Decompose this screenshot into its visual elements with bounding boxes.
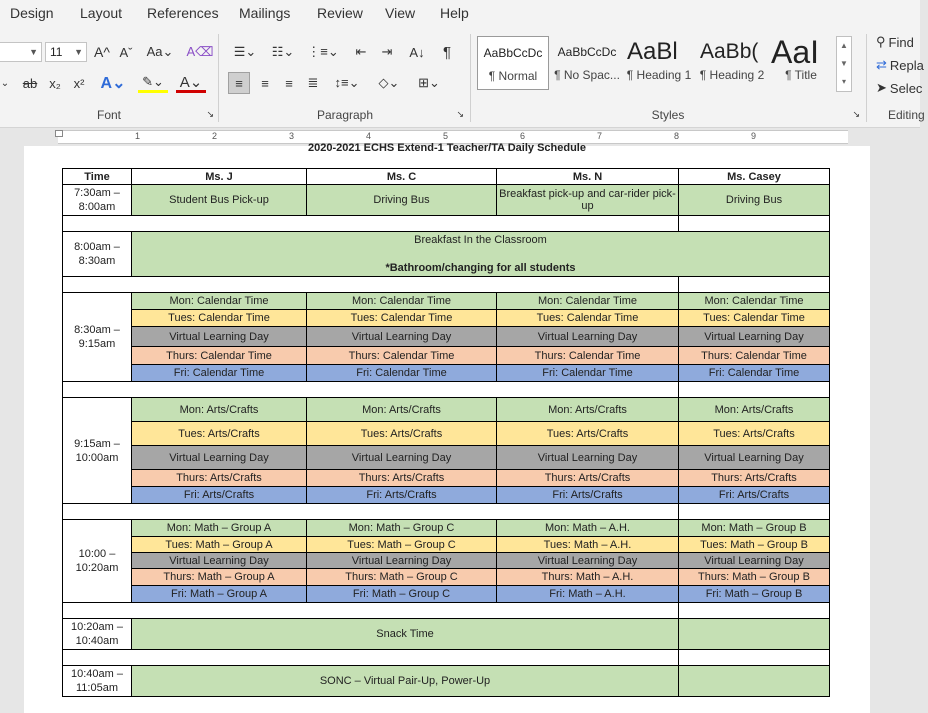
table-cell[interactable]: Virtual Learning Day [307,327,497,347]
more-styles-icon[interactable]: ▾ [841,77,846,86]
styles-scroll[interactable] [836,36,852,92]
table-cell[interactable] [679,666,830,697]
table-row [63,185,830,216]
table-cell[interactable]: Thurs: Math – Group C [307,569,497,586]
document-title: 2020-2021 ECHS Extend-1 Teacher/TA Daily Schedule [308,142,586,154]
header-cell[interactable]: Time [63,169,132,185]
time-cell[interactable]: 10:00 – 10:20am [63,520,132,603]
table-cell[interactable]: Thurs: Math – Group B [679,569,830,586]
style-no-spacing[interactable] [551,36,623,90]
style-name: ¶ Heading 1 [626,68,692,82]
table-cell[interactable]: Fri: Math – A.H. [497,586,679,603]
table-cell[interactable]: Thurs: Math – Group A [132,569,307,586]
blank-cell[interactable] [679,504,830,520]
table-cell[interactable]: Thurs: Arts/Crafts [307,470,497,487]
justify-icon[interactable]: ≣ [307,75,319,90]
table-cell[interactable]: Tues: Arts/Crafts [307,422,497,446]
blank-row [63,650,830,666]
table-cell[interactable]: Mon: Arts/Crafts [497,398,679,422]
numbering-icon[interactable]: ☷⌄ [271,44,295,59]
table-cell[interactable]: Thurs: Arts/Crafts [497,470,679,487]
table-cell[interactable]: Tues: Arts/Crafts [497,422,679,446]
table-cell[interactable]: Thurs: Math – A.H. [497,569,679,586]
text-effects-icon[interactable]: A⌄ [100,75,126,92]
table-row [63,487,830,504]
divider [470,34,471,122]
blank-row [63,382,830,398]
table-cell[interactable]: Driving Bus [307,185,497,216]
table-cell[interactable]: Virtual Learning Day [497,446,679,470]
table-cell[interactable]: Virtual Learning Day [132,446,307,470]
time-cell[interactable]: 9:15am – 10:00am [63,398,132,504]
table-row [63,666,830,697]
table-cell[interactable]: Tues: Math – Group A [132,537,307,553]
editing-group [868,28,928,126]
table-row [63,398,830,422]
multilevel-list-icon[interactable]: ⋮≡⌄ [307,44,339,59]
schedule-table[interactable] [62,168,830,697]
ruler-number: 6 [520,131,526,141]
table-cell[interactable]: Tues: Math – Group C [307,537,497,553]
paragraph-group [222,28,468,126]
table-cell[interactable]: Student Bus Pick-up [132,185,307,216]
editing-group-label: Editing [888,108,925,122]
table-row [63,586,830,603]
tab-review[interactable]: Review [317,5,363,21]
change-case-icon[interactable]: Aa⌄ [146,44,174,59]
blank-cell[interactable] [63,277,679,293]
ribbon [0,0,925,128]
select-label: Selec [889,80,923,96]
select-button[interactable] [876,79,922,97]
highlight-icon[interactable]: ✎⌄ [138,73,168,93]
tab-view[interactable]: View [385,5,416,21]
table-row [63,293,830,310]
style-preview: AaBbCcDc [557,45,617,59]
chevron-up-icon[interactable]: ▲ [840,41,848,50]
time-cell[interactable]: 8:30am – 9:15am [63,293,132,382]
table-cell[interactable]: Fri: Calendar Time [307,365,497,382]
table-cell[interactable]: Mon: Calendar Time [497,293,679,310]
cursor-icon: ➤ [876,80,887,95]
header-cell[interactable]: Ms. J [132,169,307,185]
divider [866,34,867,122]
canvas-background [870,146,920,713]
dialog-launcher-icon[interactable]: ↘ [206,109,214,119]
style-preview: AaBl [627,38,678,65]
ruler-number: 5 [443,131,449,141]
table-cell[interactable]: Mon: Calendar Time [132,293,307,310]
blank-cell[interactable] [63,650,679,666]
dialog-launcher-icon[interactable]: ↘ [456,109,464,119]
style-normal[interactable] [477,36,549,90]
table-cell[interactable]: Fri: Arts/Crafts [497,487,679,504]
grow-font-icon[interactable]: A^ [94,44,110,60]
time-cell[interactable]: 7:30am – 8:00am [63,185,132,216]
tab-layout[interactable]: Layout [80,5,123,21]
table-cell[interactable]: Mon: Math – Group C [307,520,497,537]
table-cell[interactable]: Tues: Arts/Crafts [679,422,830,446]
borders-icon[interactable]: ⊞⌄ [418,75,440,90]
paragraph-group-label: Paragraph [316,108,374,122]
superscript-icon[interactable]: x² [73,75,85,91]
table-cell[interactable]: Driving Bus [679,185,830,216]
font-color-icon[interactable]: A⌄ [176,73,206,93]
table-cell[interactable]: Thurs: Calendar Time [307,347,497,365]
style-name: ¶ Normal [488,69,538,83]
table-cell[interactable] [679,619,830,650]
styles-group-label: Styles [651,108,685,122]
increase-indent-icon[interactable]: ⇥ [381,44,393,59]
table-cell[interactable]: Fri: Arts/Crafts [132,487,307,504]
table-row [63,446,830,470]
table-row [63,310,830,327]
table-cell[interactable]: Virtual Learning Day [497,327,679,347]
chevron-down-icon[interactable]: ▼ [840,59,848,68]
show-formatting-icon[interactable]: ¶ [442,43,452,61]
table-cell[interactable]: Mon: Math – A.H. [497,520,679,537]
dialog-launcher-icon[interactable]: ↘ [852,109,860,119]
time-cell[interactable]: 10:40am – 11:05am [63,666,132,697]
indent-marker[interactable] [55,130,63,137]
style-preview: AaBb( [700,40,759,63]
cell-line: Breakfast In the Classroom [414,234,547,246]
table-cell[interactable]: Mon: Math – Group A [132,520,307,537]
table-cell[interactable]: Fri: Math – Group A [132,586,307,603]
table-row [63,520,830,537]
header-cell[interactable]: Ms. N [497,169,679,185]
table-row [63,537,830,553]
document-page[interactable] [24,142,870,713]
table-cell[interactable]: Thurs: Calendar Time [132,347,307,365]
replace-label: Repla [889,57,924,73]
tab-mailings[interactable]: Mailings [239,5,291,21]
merged-cell[interactable] [132,232,830,277]
ruler-number: 4 [366,131,372,141]
table-cell[interactable]: Tues: Math – Group B [679,537,830,553]
table-cell[interactable]: Breakfast pick-up and car-rider pick-up [497,185,679,216]
style-name: ¶ Heading 2 [699,68,765,82]
header-cell[interactable]: Ms. Casey [679,169,830,185]
ruler-number: 1 [135,131,141,141]
blank-cell[interactable] [679,382,830,398]
table-cell[interactable]: Fri: Calendar Time [132,365,307,382]
align-left-icon[interactable]: ≡ [228,72,250,94]
table-cell[interactable]: Fri: Calendar Time [679,365,830,382]
shading-icon[interactable]: ◇⌄ [378,75,400,90]
blank-row [63,216,830,232]
bullets-icon[interactable]: ☰⌄ [233,44,257,59]
find-label: Find [888,34,914,50]
table-cell[interactable]: Virtual Learning Day [132,327,307,347]
table-cell[interactable]: Tues: Arts/Crafts [132,422,307,446]
align-center-icon[interactable]: ≡ [261,75,269,91]
table-cell[interactable]: Thurs: Calendar Time [679,347,830,365]
blank-cell[interactable] [63,504,679,520]
table-cell[interactable]: Fri: Calendar Time [497,365,679,382]
table-row [63,619,830,650]
table-cell[interactable]: Tues: Calendar Time [132,310,307,327]
table-cell[interactable]: Thurs: Arts/Crafts [679,470,830,487]
blank-row [63,504,830,520]
line-spacing-icon[interactable]: ↕≡⌄ [334,75,360,90]
font-size-dropdown[interactable] [45,42,87,62]
style-title[interactable] [769,33,833,90]
table-cell[interactable]: Tues: Calendar Time [307,310,497,327]
style-name: ¶ Title [785,68,817,82]
table-cell[interactable]: Thurs: Calendar Time [497,347,679,365]
table-cell[interactable]: Fri: Arts/Crafts [679,487,830,504]
table-row [63,569,830,586]
table-cell[interactable]: Fri: Math – Group C [307,586,497,603]
font-group-label: Font [96,108,121,122]
tab-references[interactable]: References [147,5,219,21]
chevron-down-icon: ▼ [74,47,83,57]
ruler-number: 9 [751,131,757,141]
table-row [63,232,830,277]
chevron-down-icon: ▼ [29,47,38,57]
table-cell[interactable]: Mon: Math – Group B [679,520,830,537]
replace-icon: ⇄ [876,57,887,72]
ruler-number: 3 [289,131,295,141]
subscript-icon[interactable]: x₂ [49,75,61,91]
blank-cell[interactable] [679,277,830,293]
table-row [63,327,830,347]
chevron-down-icon[interactable]: ⌄ [0,77,10,89]
strikethrough-icon[interactable]: ab [22,75,38,91]
table-cell[interactable]: Tues: Math – A.H. [497,537,679,553]
table-cell[interactable]: Mon: Arts/Crafts [307,398,497,422]
font-group [0,28,218,126]
table-cell[interactable]: Fri: Arts/Crafts [307,487,497,504]
table-cell[interactable]: Fri: Math – Group B [679,586,830,603]
style-heading-1[interactable] [623,36,695,90]
table-row [63,347,830,365]
time-cell[interactable]: 10:20am – 10:40am [63,619,132,650]
find-button[interactable] [876,33,914,51]
table-cell[interactable]: Virtual Learning Day [679,553,830,569]
style-preview: AaBbCcDc [483,46,543,60]
table-row [63,365,830,382]
style-heading-2[interactable] [696,36,768,90]
table-row [63,422,830,446]
tab-help[interactable]: Help [440,5,469,21]
table-cell[interactable]: Virtual Learning Day [307,446,497,470]
table-cell[interactable]: Mon: Calendar Time [307,293,497,310]
time-cell[interactable]: 8:00am – 8:30am [63,232,132,277]
blank-cell[interactable] [63,216,679,232]
style-name: ¶ No Spac... [554,68,620,82]
table-row [63,470,830,487]
merged-cell[interactable]: SONC – Virtual Pair-Up, Power-Up [132,666,679,697]
blank-cell[interactable] [679,216,830,232]
ruler-number: 8 [674,131,680,141]
clear-formatting-icon[interactable]: A⌫ [186,44,214,59]
table-row [63,553,830,569]
blank-row [63,277,830,293]
table-cell[interactable]: Tues: Calendar Time [679,310,830,327]
decrease-indent-icon[interactable]: ⇤ [355,44,367,59]
font-size-value: 11 [50,45,63,59]
table-cell[interactable]: Virtual Learning Day [132,553,307,569]
table-cell[interactable]: Mon: Arts/Crafts [132,398,307,422]
divider [218,34,219,122]
table-cell[interactable]: Virtual Learning Day [679,446,830,470]
replace-button[interactable] [876,56,924,74]
ruler-number: 2 [212,131,218,141]
merged-cell[interactable]: Snack Time [132,619,679,650]
table-cell[interactable]: Virtual Learning Day [307,553,497,569]
ruler-number: 7 [597,131,603,141]
sort-icon[interactable]: A↓ [409,44,425,60]
blank-cell[interactable] [63,382,679,398]
blank-cell[interactable] [679,650,830,666]
table-cell[interactable]: Tues: Calendar Time [497,310,679,327]
shrink-font-icon[interactable]: Aˇ [119,44,133,60]
cell-spacer [134,247,827,261]
table-cell[interactable]: Virtual Learning Day [497,553,679,569]
blank-cell[interactable] [63,603,679,619]
blank-cell[interactable] [679,603,830,619]
table-cell[interactable]: Virtual Learning Day [679,327,830,347]
table-cell[interactable]: Mon: Arts/Crafts [679,398,830,422]
table-cell[interactable]: Thurs: Arts/Crafts [132,470,307,487]
blank-row [63,603,830,619]
style-preview: AaI [771,33,820,70]
cell-line: *Bathroom/changing for all students [385,262,576,274]
styles-group [472,0,864,126]
tab-design[interactable]: Design [10,5,54,21]
align-right-icon[interactable]: ≡ [285,75,293,91]
font-name-dropdown[interactable] [0,42,42,62]
table-cell[interactable]: Mon: Calendar Time [679,293,830,310]
search-icon: ⚲ [876,34,886,49]
table-header-row [63,169,830,185]
header-cell[interactable]: Ms. C [307,169,497,185]
